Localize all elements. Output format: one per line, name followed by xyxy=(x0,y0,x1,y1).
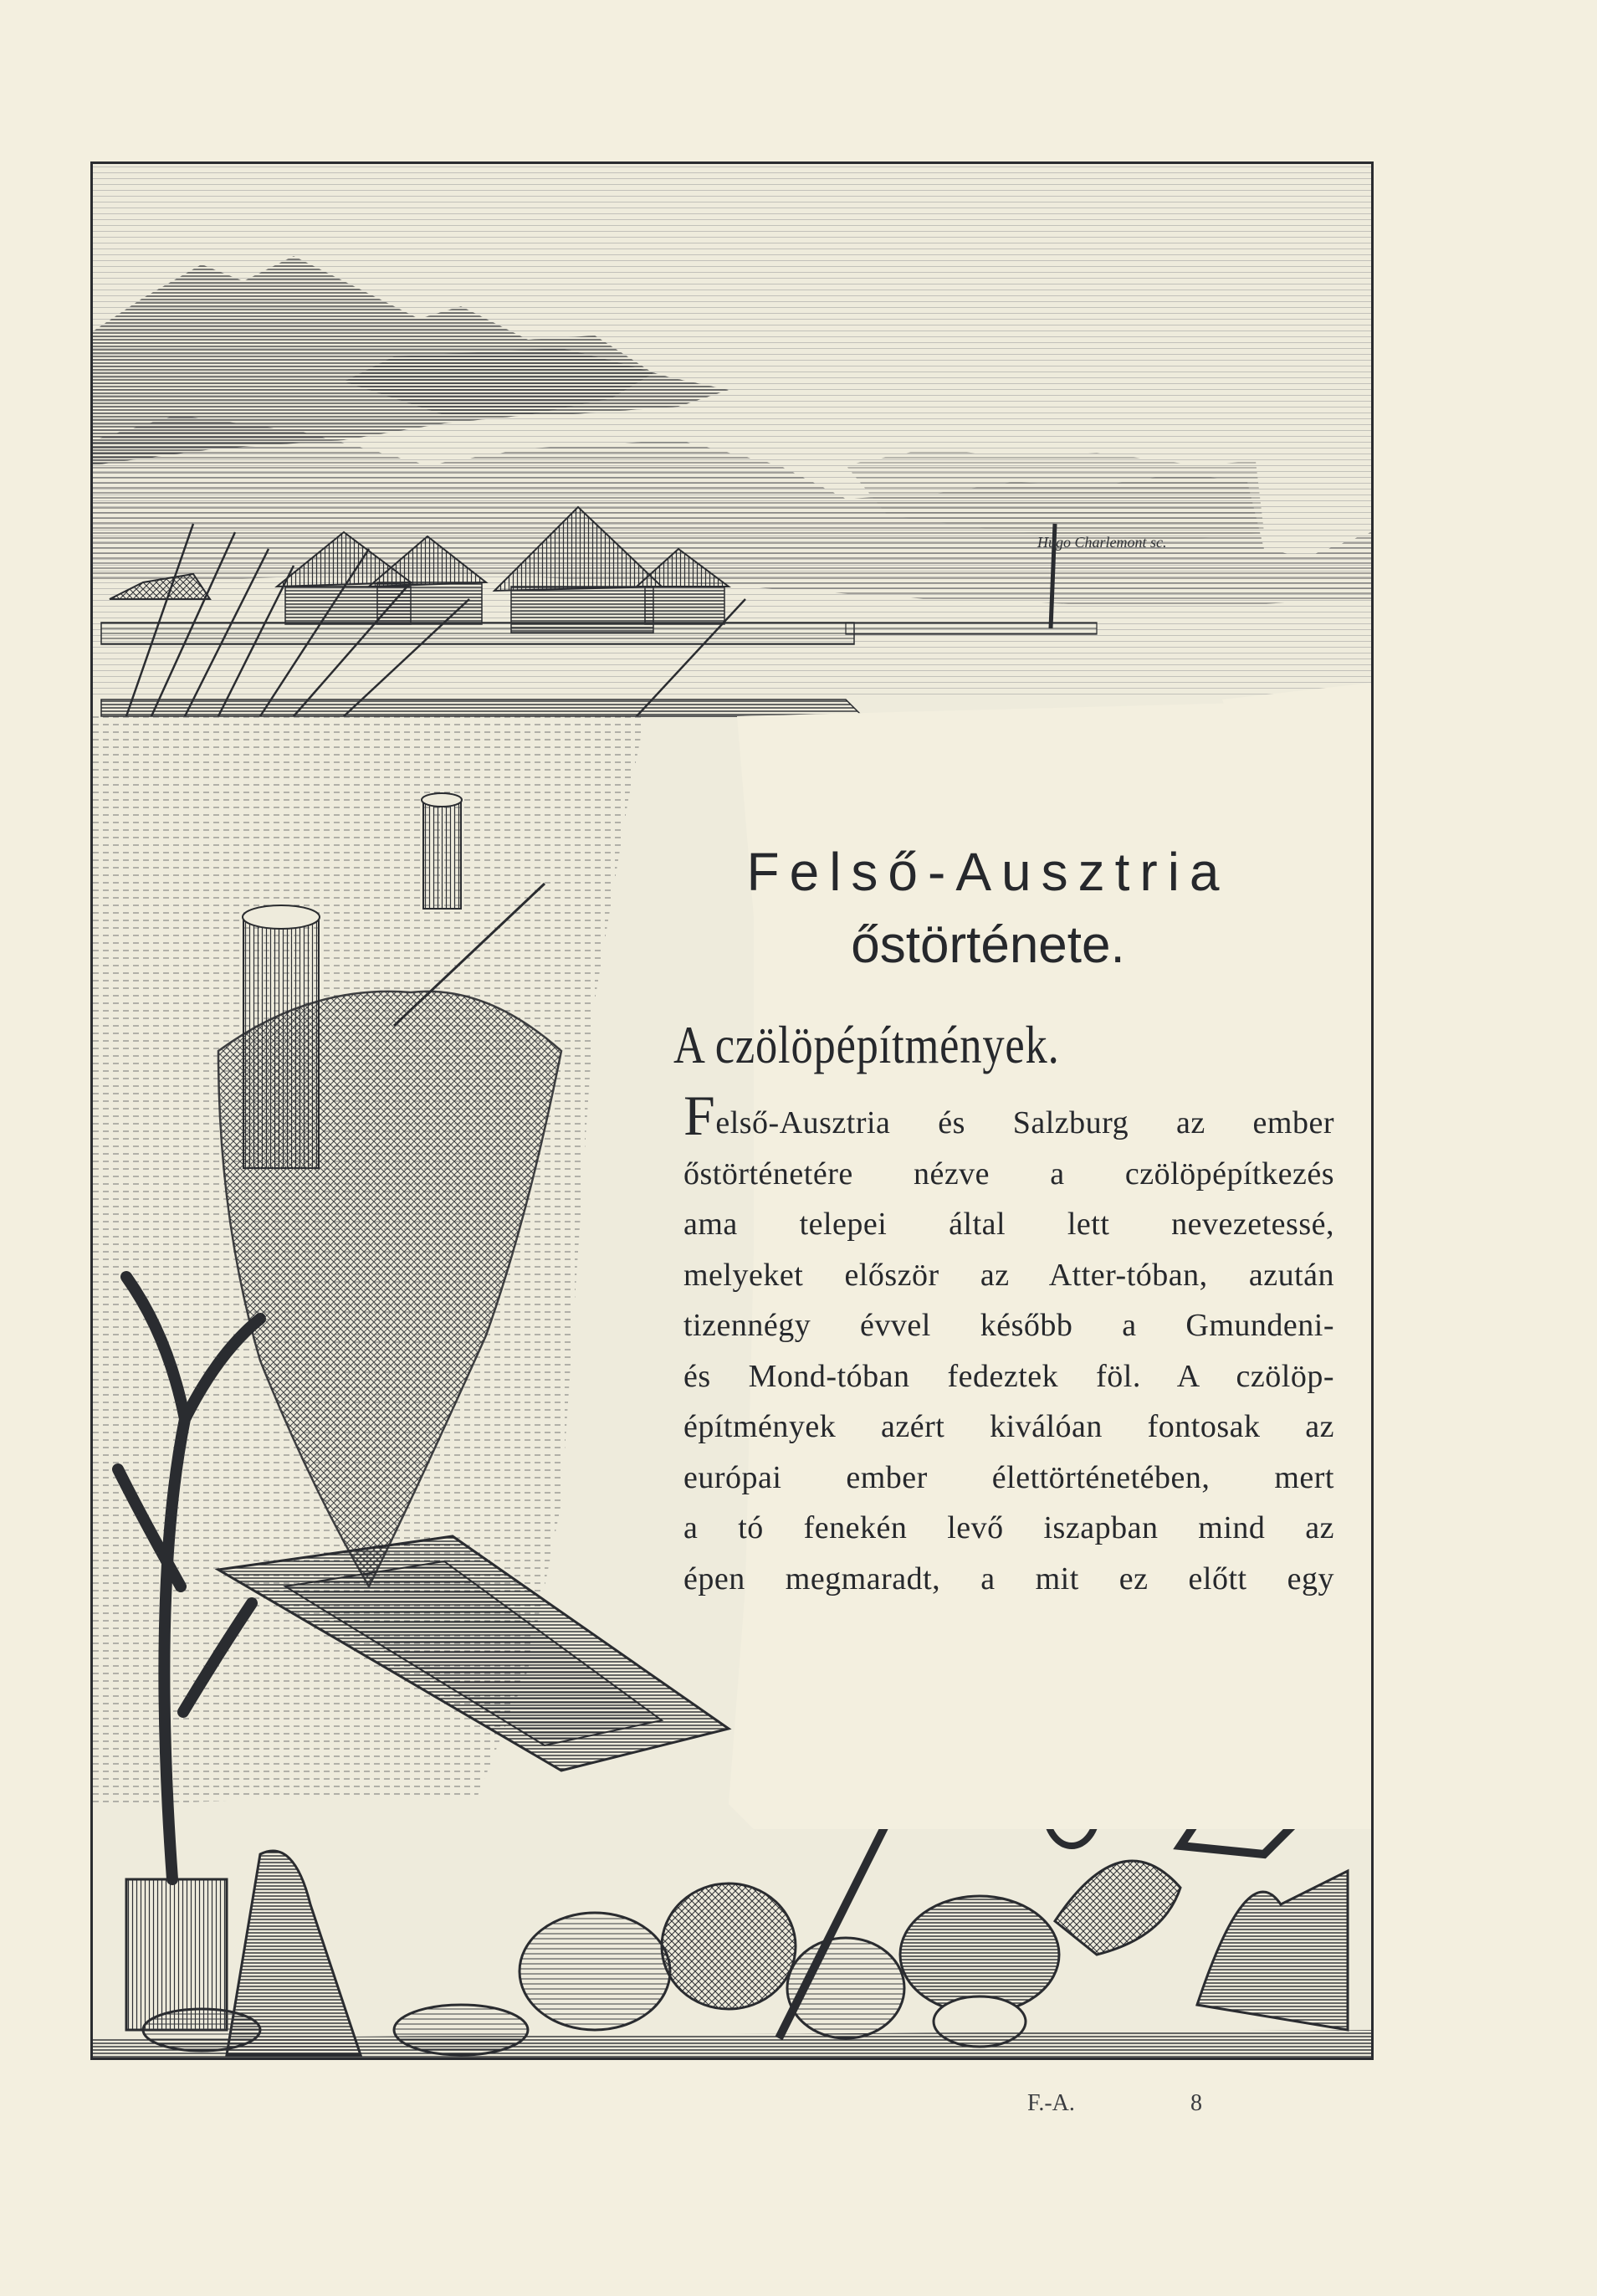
body-line-6: és Mond-tóban fedeztek föl. A czölöp- xyxy=(683,1358,1334,1394)
engraver-signature: Hugo Charlemont sc. xyxy=(1037,534,1167,551)
footer-signature: F.-A. xyxy=(1027,2090,1075,2116)
body-line-4: melyeket először az Atter-tóban, azután xyxy=(683,1257,1334,1293)
drop-cap: F xyxy=(683,1084,716,1147)
body-line-5: tizennégy évvel később a Gmundeni- xyxy=(683,1308,1334,1343)
title-line-2: őstörténete. xyxy=(851,916,1125,974)
body-line-3: ama telepei által lett nevezetessé, xyxy=(683,1207,1334,1242)
body-line-9: a tó fenekén levő iszapban mind az xyxy=(683,1510,1334,1545)
body-line-1: Felső-Ausztria és Salzburg az ember xyxy=(683,1084,1334,1147)
body-text xyxy=(683,1084,1334,1604)
title-line-1: Felső-Ausztria xyxy=(746,842,1230,902)
body-line-10: épen megmaradt, a mit ez előtt egy xyxy=(683,1561,1334,1596)
section-subtitle: A czölöpépítmények. xyxy=(673,1015,1060,1074)
body-line-2: őstörténetére nézve a czölöpépítkezés xyxy=(683,1156,1334,1192)
page-number: 8 xyxy=(1190,2090,1202,2116)
body-line-7: építmények azért kiválóan fontosak az xyxy=(683,1409,1334,1444)
body-line-8: európai ember élettörténetében, mert xyxy=(683,1459,1334,1495)
text-panel xyxy=(640,838,1336,1679)
page-footer xyxy=(0,2090,1597,2124)
